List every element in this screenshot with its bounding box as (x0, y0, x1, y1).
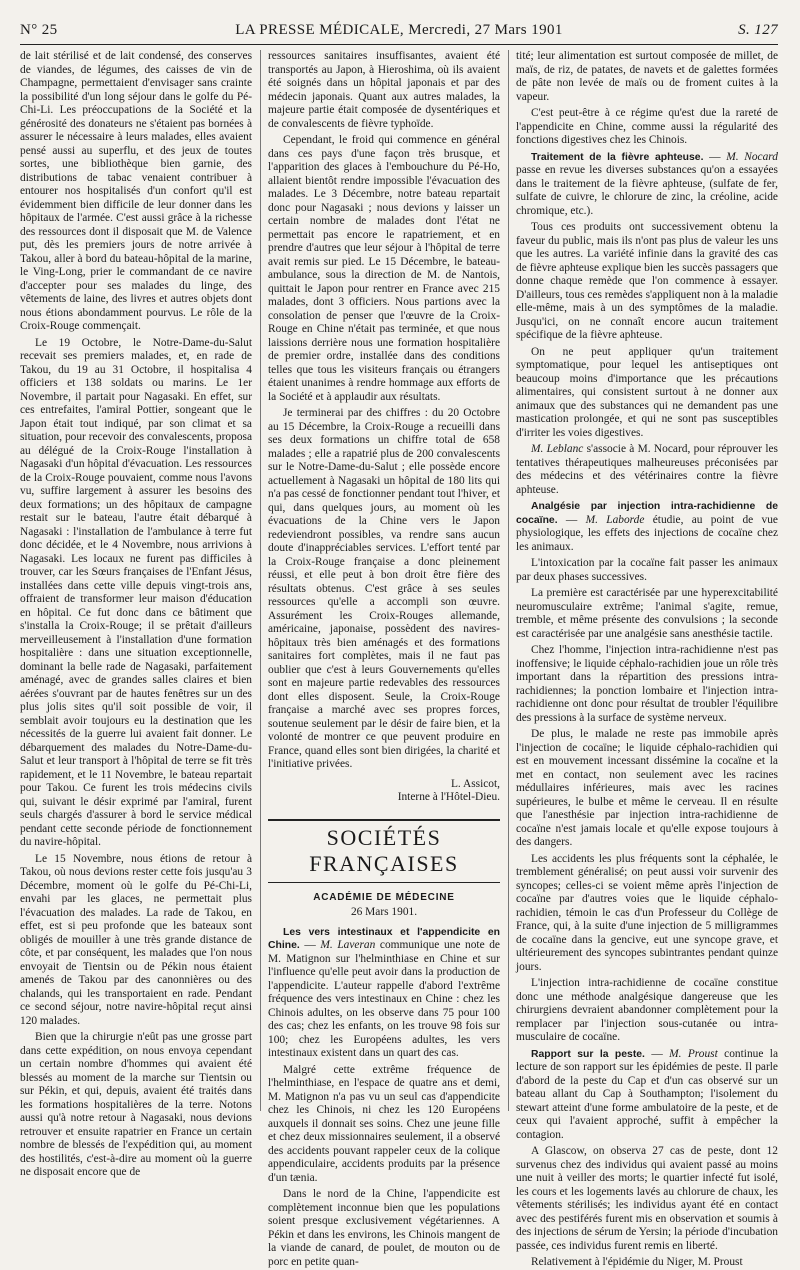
masthead-title: LA PRESSE MÉDICALE, Mercredi, 27 Mars 1901 (235, 22, 563, 38)
report-title: Analgésie par injection intra-rachidienne de cocaïne. (516, 501, 778, 526)
paragraph: Je terminerai par des chiffres : du 20 Octobre au 15 Décembre, la Croix-Rouge a recueilli dans ses deux formations un chiffre total de 658 malades ; elle a rapatrié plus de 200 convalescents sur le Notre-Dame-du-Salut ; elle possède encore actuellement à Nagasaki un hôpital de 180 lits qui n'a pas cessé de fonctionner pendant tout l'hiver, et qui, dans quelques jours, au moment où les évacuations de la Chine vers le Japon redeviendront possibles, va rendre sans aucun doute d'inappréciables services. L'effort tenté par la Croix-Rouge française a donc pleinement réussi, et elle peut à bon droit être fière des résultats obtenus. C'est grâce à ses seules ressources qu'elle a accompli son œuvre. Assurément les Croix-Rouges allemande, américaine, japonaise, possèdent des navires-hôpitaux très bien aménagés et des formations sanitaires fort complètes, mais il ne faut pas oublier que c'est à leurs Gouvernements qu'elles sont en majeure partie redevables des ressources dont elles disposent. Seule, la Croix-Rouge française a marché avec ses propres forces, soutenue seulement par le désir de faire bien, et la volonté de montrer ce que peuvent produire en France, quand elles sont bien dirigées, la charité et l'initiative privées. (268, 407, 500, 770)
paragraph: C'est peut-être à ce régime qu'est due la rareté de l'appendicite en Chine, comme aussi la régularité des fonctions digestives chez les Chinois. (516, 107, 778, 146)
report-title: Traitement de la fièvre aphteuse. (531, 151, 704, 163)
header-rule (20, 44, 778, 45)
report-paragraph: Les vers intestinaux et l'appendicite en Chine. — M. Laveran communique une note de M. Matignon sur l'helminthiase en Chine et sur l'influence qu'elle peut avoir dans la production de l'appendicite. L'auteur rappelle d'abord l'extrême fréquence des vers intestinaux en Chine : chez les Chinois adultes, on les observe dans 75 pour 100 des cas; chez les enfants, on les trouve 98 fois sur 100; chez les Européens adultes, les vers intestinaux existent dans un quart des cas. (268, 926, 500, 1059)
paragraph: Chez l'homme, l'injection intra-rachidienne n'est pas inoffensive; le liquide céphalo-rachidien joue un rôle très important dans la répartition des pressions intra-rachidiennes; la ponction lombaire et l'injection intra-rachidienne ont donc pour résultat de troubler l'équilibre des pressions à la surface de système nerveux. (516, 644, 778, 724)
paragraph: Cependant, le froid qui commence en général dans ces pays d'une façon très brusque, et l'apparition des glaces à l'embouchure du Pé-Ho, allaient bientôt rendre impossible l'évacuation des malades. Le 3 Décembre, notre bateau repartait donc pour Nagasaki ; nous devions y laisser un certain nombre de malades dont l'état ne permettait pas encore le rapatriement, et en prendre d'autres que leur séjour à l'hôpital de terre avait remis sur pied. Le 15 Décembre, le bateau-ambulance, sous la direction de M. de Nantois, quittait le Japon pour rentrer en France avec 215 malades, dont 3 officiers. Nous partions avec la consolation de penser que l'œuvre de la Croix-Rouge en Chine n'était pas terminée, et que nous laissions derrière nous une formation hospitalière de premier ordre, installée dans des conditions telles que tous les visiteurs français ou étrangers étaient unanimes à rendre hommage aux efforts de la Société et à applaudir aux résultats. (268, 134, 500, 403)
report-text: étudie, au point de vue physiologique, les effets des injections de cocaïne chez les animaux. (516, 513, 778, 553)
paragraph: La première est caractérisée par une hyperexcitabilité neuromusculaire extrême; l'animal s'agite, remue, tremble, et même présente des convulsions ; la seconde est caractérisée par une analgésie sans anesthésie tactile. (516, 587, 778, 640)
author-role: Interne à l'Hôtel-Dieu. (397, 791, 500, 803)
author-name: M. Laborde (585, 513, 645, 526)
author-name: M. Proust (669, 1047, 718, 1060)
paragraph: On ne peut appliquer qu'un traitement symptomatique, pour lequel les antiseptiques ont beaucoup moins d'importance que les précautions alimentaires, qui consistent surtout à ne donner aux animaux que des substances qui ne demandent pas une mastication prolongée, et qui ne sont pas susceptibles d'irriter les voies digestives. (516, 345, 778, 439)
report-text: passe en revue les diverses substances qu'on a essayées dans le traitement de la fièvre aphteuse, (sulfate de fer, sulfate de cuivre, le chlorure de zinc, la créoline, acide chromique, etc.). (516, 164, 778, 217)
paragraph: De plus, le malade ne reste pas immobile après l'injection de cocaïne; le liquide céphalo-rachidien qui est en mouvement incessant dissémine la cocaïne et la met en contact, non seulement avec les racines médullaires inférieures, mais avec les racines supérieures, le bulbe et même le cerveau. Il en résulte que l'anesthésie par injection intra-rachidienne de cocaïne n'est jamais locale et qu'elle expose toujours à des dangers. (516, 728, 778, 848)
column-2 (268, 50, 500, 1268)
paragraph: Malgré cette extrême fréquence de l'helminthiase, en l'espace de quatre ans et demi, M. Matignon n'a pas vu un seul cas d'appendicite chez les Chinois, ni chez les 120 Européens auxquels il donnait ses soins. Chez une jeune fille et chez deux missionnaires seulement, il a observé des accidents pouvant rappeler ceux de la colique appendiculaire, accidents produits par la présence d'un tænia. (268, 1063, 500, 1184)
report-text: communique une note de M. Matignon sur l'helminthiase en Chine et sur l'influence qu'elle peut avoir dans la production de l'appendicite. L'auteur rappelle d'abord l'extrême fréquence des vers intestinaux en Chine : chez les Chinois adultes, on les observe dans 75 pour 100 des cas; chez les enfants, on les trouve 98 fois sur 100; chez les Européens adultes, les vers intestinaux existent dans un quart des cas. (268, 939, 500, 1059)
column-divider (260, 50, 261, 1111)
paragraph: Le 19 Octobre, le Notre-Dame-du-Salut recevait ses premiers malades, et, en rade de Takou, du 19 au 31 Octobre, il hospitalisa 4 officiers et 138 soldats ou marins. Le 1er Novembre, il partait pour Nagasaki. En effet, sur ces entrefaites, l'amiral Pottier, songeant que le Japon était tout indiqué, par son climat et sa situation, pour recevoir des convalescents, proposa au délégué de la Croix-Rouge l'installation à Nagasaki d'un hôpital d'évacuation. Les ressources de la Croix-Rouge pouvaient, comme nous l'avons vu, suffire largement à assurer les besoins des deux formations; un des hôpitaux de campagne restait sur le bateau, l'autre était débarqué à Nagasaki : l'installation de l'ambulance à terre fut donc décidée, et le 4 Novembre, nous arrivions à Nagasaki. Les locaux ne furent pas difficiles à trouver, car les Sœurs françaises de l'Enfant Jésus, installées dans cette ville depuis vingt-trois ans, offraient de transformer leur maison d'éducation en hôpital. Ce fut donc dans ce bâtiment que s'installa la Croix-Rouge; il se prêtait d'ailleurs merveilleusement à l'installation d'une formation hospitalière : dans une situation exceptionnelle, dominant la belle rade de Nagasaki, parfaitement aménagé, avec de grandes salles claires et bien aérées s'ouvrant par de hautes fenêtres sur un des plus jolis sites qu'il soit possible de voir, il semblait avoir toujours eu la destination que les nécessités de la guerre lui avaient fait donner. Le débarquement des malades du Notre-Dame-du-Salut et leur transport à l'hôpital de terre se fit très rapidement, et le 11 Novembre, le bateau repartait pour Takou. Ce furent les trois médecins civils qui, suivant le désir exprimé par l'amiral, furent seuls chargés d'assurer à bord le service médical pendant cette seconde période de fonctionnement du navire-hôpital. (20, 336, 252, 848)
paragraph: Bien que la chirurgie n'eût pas une grosse part dans cette expédition, on nous envoya cependant un certain nombre d'hommes qui avaient été blessés au moment de la marche sur Tientsin ou sur Pékin, et qui, depuis, avaient été traités dans les formations hospitalières de la terre. Notons aussi qu'à notre retour à Nagasaki, nous devions retrouver et ensuite rapatrier en France un certain nombre de blessés de l'expédition qui, au moment des hostilités, c'est-à-dire au moment où la guerre ne disposait encore que de (20, 1031, 252, 1178)
report-text: continue la lecture de son rapport sur les épidémies de peste. Il parle d'abord de la peste du Cap et d'un cas observé sur un bateau allant du Cap à Southampton; l'isolement du stewart atteint d'une forme ambulatoire de la peste, et de ceux qui l'avaient approché, suffit à empêcher la contagion. (516, 1047, 778, 1141)
paragraph: tité; leur alimentation est surtout composée de millet, de maïs, de riz, de patates, de navets et de galettes formées de pâte non levée de maïs ou de froment cuites à la vapeur. (516, 50, 778, 103)
report-text: s'associe à M. Nocard, pour réprouver les tentatives thérapeutiques malheureuses préconisées par des médecins et des vétérinaires contre la fièvre aphteuse. (516, 443, 778, 496)
paragraph: L'intoxication par la cocaïne fait passer les animaux par deux phases successives. (516, 557, 778, 583)
paragraph: Les accidents les plus fréquents sont la céphalée, le tremblement généralisé; on peut aussi voir survenir des syncopes; celles-ci se voient même après l'injection de cocaïne par d'autres voies que le liquide céphalo-rachidien, témoin le cas d'un Professeur du Collège de France, qui, à la suite d'une injection de 5 milligrammes de cocaïne dans la gencive, eut une syncope grave, et ultérieurement des syncopes subintrantes pendant quinze jours. (516, 852, 778, 973)
report-title: Rapport sur la peste. (531, 1048, 645, 1060)
column-divider (508, 50, 509, 1111)
paragraph: L'injection intra-rachidienne de cocaïne constitue donc une méthode analgésique dangereuse que les chirurgiens devraient abandonner complètement pour la remplacer par l'injection sous-cutanée ou intra-musculaire de cocaïne. (516, 977, 778, 1043)
report-paragraph: Rapport sur la peste. — M. Proust continue la lecture de son rapport sur les épidémies de peste. Il parle d'abord de la peste du Cap et d'un cas observé sur un bateau allant du Cap à Southampton; l'isolement du stewart atteint d'une forme ambulatoire de la peste, et de ceux qui l'avaient approché, suffit à empêcher la contagion. (516, 1047, 778, 1141)
page-header (20, 22, 778, 42)
report-paragraph: Analgésie par injection intra-rachidienne de cocaïne. — M. Laborde étudie, au point de vue physiologique, les effets des injections de cocaïne chez les animaux. (516, 501, 778, 553)
report-paragraph (516, 443, 778, 497)
author-name: M. Laveran (320, 939, 376, 951)
column-1 (20, 50, 252, 1178)
author-name: M. Leblanc (531, 443, 584, 455)
section-title: SOCIÉTÉS FRANÇAISES (268, 819, 500, 883)
paragraph: Le 15 Novembre, nous étions de retour à Takou, où nous devions rester cette fois jusqu'au 3 Décembre, moment où le golfe du Pé-Chi-Li, envahi par les glaces, ne permettait plus l'évacuation des malades. La rade de Takou, en effet, est si peu profonde que les bateaux sont obligés de mouiller à une très grande distance de côte, et par conséquent, les malades que l'on nous envoyait de Tientsin ou de Pékin nous étaient amenés de Takou par des canonnières ou des chalands, qui les transportaient en rade. Pendant ce second séjour, notre navire-hôpital reçut ainsi 120 malades. (20, 852, 252, 1027)
paragraph: A Glascow, on observa 27 cas de peste, dont 12 survenus chez des individus qui avaient passé au moins une nuit à veiller des morts; le quartier infecté fut isolé, les cours et les logements lavés au chlorure de chaux, les vêtements stérilisés; les individus ayant été en contact avec des pestiférés furent mis en observation et soumis à des injections de sérum de Yersin; la période d'incubation passée, ces individus furent remis en liberté. (516, 1145, 778, 1252)
report-title: Les vers intestinaux et l'appendicite en Chine. (268, 926, 500, 951)
author-name: M. Nocard (726, 150, 779, 163)
report-paragraph: Traitement de la fièvre aphteuse. — M. Nocard passe en revue les diverses substances qu'on a essayées dans le traitement de la fièvre aphteuse, (sulfate de fer, sulfate de cuivre, le chlorure de zinc, la créoline, acide chromique, etc.). (516, 150, 779, 217)
page-number: S. 127 (738, 22, 778, 38)
paragraph: ressources sanitaires insuffisantes, avaient été transportés au Japon, à Hieroshima, où ils avaient été soignés dans un hôpital japonais et par des médecin japonais. Quant aux autres malades, la majeure partie était composée de dysentériques et de convalescents de fièvre typhoïde. (268, 50, 500, 130)
paragraph: de lait stérilisé et de lait condensé, des conserves de viandes, de légumes, des caisses de vin de Champagne, permettaient d'envisager sans crainte la possibilité d'un long séjour dans le golfe du Pé-Chi-Li. Les préoccupations de la Société et la générosité des donateurs ne s'étaient pas bornées à assurer le nécessaire à leurs malades, elles avaient pensé aussi au superflu, et des jeux de toutes sortes, une bibliothèque bien garnie, des distributions de tabac venaient contribuer à entourer nos hospitalisés d'un confort qu'il est évidemment bien difficile de leur donner dans les hôpitaux de l'armée. C'est aussi grâce à la richesse des ressources dont il disposait que M. de Valence put, dès les premiers jours de notre arrivée à Takou, aller à bord du bateau-hôpital de la marine, le Ving-Long, prier le commandant de ce navire d'accepter pour ses malades du linge, des vêtements de laine, des livres et autres objets dont nous étions abondamment pourvus. Le rôle de la Croix-Rouge commençait. (20, 50, 252, 332)
issue-number: N° 25 (20, 22, 58, 38)
session-date: 26 Mars 1901. (350, 906, 418, 918)
author-signature: L. Assicot, (450, 777, 500, 790)
paragraph: Relativement à l'épidémie du Niger, M. Proust (531, 1256, 743, 1268)
paragraph: Dans le nord de la Chine, l'appendicite est complètement inconnue bien que les populations soient presque exclusivement végétariennes. A Pékin et dans les environs, les Chinois mangent de la viande de canard, de poulet, de mouton ou de porc en petite quan- (268, 1188, 500, 1268)
column-3 (516, 50, 779, 1268)
paragraph: Tous ces produits ont successivement obtenu la faveur du public, mais ils n'ont pas plus de valeur les uns que les autres. La variété infinie dans la gravité des cas de fièvre aphteuse explique bien les succès passagers que donne chaque remède que l'on commence à essayer. D'ailleurs, tous ces remèdes s'appliquent non à la maladie elle-même, mais à un des symptômes de la maladie. Jusqu'ici, on ne connaît encore aucun traitement spécifique de la fièvre aphteuse. (516, 221, 778, 341)
academy-heading: ACADÉMIE DE MÉDECINE (313, 891, 455, 903)
